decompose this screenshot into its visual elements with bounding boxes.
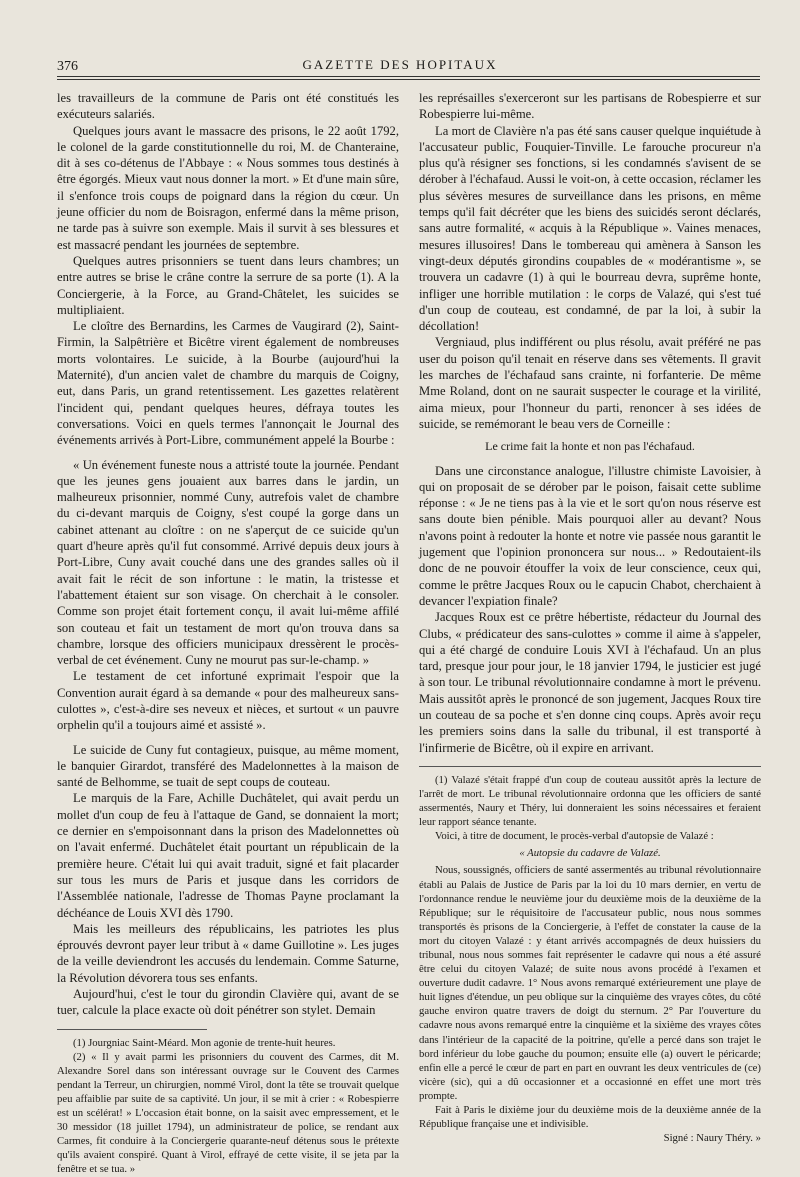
paragraph: Le testament de cet infortuné exprimait l'espoir que la Convention aurait égard à sa demande « pour des malheureux sans-culottes », c'est-à-dire ses neveux et nièces, et surtout « un pauvre orphelin qu'il a toujours aimé et assisté ». xyxy=(57,669,399,733)
footnote-rule xyxy=(419,766,761,767)
running-title: GAZETTE DES HOPITAUX xyxy=(302,57,498,72)
paragraph: Le suicide de Cuny fut contagieux, puisque, au même moment, le banquier Girardot, transféré des Madelonnettes à la maison de santé de Belhomme, se tuait de sept coups de couteau. xyxy=(57,742,399,790)
paragraph: Quelques autres prisonniers se tuent dans leurs chambres; un entre autres se brise le crâne contre la serrure de sa porte (1). A la Conciergerie, à la Force, au Grand-Châtelet, les suicides se multipliaient. xyxy=(57,253,399,317)
left-column xyxy=(57,90,399,1177)
paragraph: Aujourd'hui, c'est le tour du girondin Clavière qui, avant de se tuer, calcule la place exacte où doit pénétrer son stylet. Demain xyxy=(57,987,399,1018)
paragraph: Quelques jours avant le massacre des prisons, le 22 août 1792, le colonel de la garde constitutionnelle du roi, M. de Chanteraine, dit à ses co-détenus de l'Abbaye : « Nous sommes tous destinés à être égorgés. Mieux vaut nous donner la mort. » Et d'une main sûre, il s'enfonce trois coups de poignard dans la région du cœur. Un jeune officier du nom de Boisragon, enfermé dans la même prison, ne tarde pas à suivre son exemple. Mais il survit à ses blessures et est massacré pendant les journées de septembre. xyxy=(57,123,399,252)
autopsy-title: « Autopsie du cadavre de Valazé. xyxy=(519,847,661,860)
paragraph: Le marquis de la Fare, Achille Duchâtelet, qui avait perdu un mollet d'un coup de feu à l'attaque de Gand, se donnaient la mort; ce dernier en s'empoisonnant dans la prison des Madelonnettes où on l'avait enfermé. Duchâtelet était pourtant un républicain de la première heure. C'était lui qui avait traduit, signé et fait placarder sur tous les murs de Paris et jusque dans les corridors de l'Assemblée nationale, l'adresse de Thomas Payne proclamant la déchéance de Louis XVI dès 1790. xyxy=(57,791,399,920)
page-number: 376 xyxy=(57,59,78,74)
paragraph: Mais les meilleurs des républicains, les patriotes les plus éprouvés devront payer leur tribut à « dame Guillotine ». Les juges de la veille deviendront les accusés du lendemain. Comme Saturne, la Révolution dévorera tous ses enfants. xyxy=(57,921,399,985)
paragraph: Jacques Roux est ce prêtre hébertiste, rédacteur du Journal des Clubs, « prédicateur des sans-culottes » comme il aime à s'appeler, qui a été chargé de conduire Louis XVI à l'échafaud. Un an plus tard, presque jour pour jour, le 18 janvier 1794, le justicier est jugé à son tour. Le tribunal révolutionnaire condamne à mort le prévenu. Mais aussitôt après le prononcé de son jugement, Jacques Roux tire un couteau de sa poche et s'en donne cinq coups. Après avoir reçu les premiers soins dans la salle du tribunal, il est transporté à l'infirmerie de Bicêtre, où il expire en arrivant. xyxy=(419,610,761,755)
footnote: (2) « Il y avait parmi les prisonniers du couvent des Carmes, dit M. Alexandre Sorel dans son intéressant ouvrage sur le Couvent des Carmes pendant la Terreur, un chirurgien, nommé Virol, dont la tête se trouvait quelque peu affaiblie par suite de sa captivité. Un jour, il se mit à crier : « Robespierre est un scélérat! » L'occasion était bonne, on la saisit avec empressement, et le 30 messidor (18 juillet 1794), un administrateur de police, se rendant aux Carmes, fit conduire à la Conciergerie quarante-neuf détenus sous le prétexte qu'ils avaient conspiré. Quant à Virol, effrayé de cette visite, il se jeta par la fenêtre et se tua. » xyxy=(57,1050,399,1176)
paragraph: Vergniaud, plus indifférent ou plus résolu, avait préféré ne pas user du poison qu'il tenait en réserve dans ses vêtements. Il gravit les marches de l'échafaud sans crainte, ni forfanterie. De même Mme Roland, dont on ne saurait suspecter le courage et la virilité, aima mieux, pour l'honneur du parti, renoncer à ses idées de suicide, se remémorant le beau vers de Corneille : xyxy=(419,335,761,431)
paragraph: La mort de Clavière n'a pas été sans causer quelque inquiétude à l'accusateur public, Fouquier-Tinville. Le farouche procureur n'a plus qu'à résigner ses fonctions, si les condamnés s'avisent de se dérober à l'échafaud. Aussi le voit-on, à cette occasion, réclamer les plus sévères mesures de surveillance dans les prisons, en même temps qu'il fait décréter que les biens des suicidés seront déclarés, sans autre formalité, « acquis à la République ». Vaines menaces, mesures illusoires! Dans le tombereau qui amènera à Sanson les vingt-deux députés girondins coupables de « modérantisme », se trouvera un cadavre (1) à qui le bourreau devra, suprême honte, infliger une horrible mutilation : le corps de Valazé, qui s'est tué d'un coup de couteau, est condamné, de par la loi, à subir la décollation! xyxy=(419,123,761,334)
footnote: Fait à Paris le dixième jour du deuxième mois de la deuxième année de la République française une et indivisible. xyxy=(419,1104,761,1131)
paragraph: les représailles s'exerceront sur les partisans de Robespierre et sur Robespierre lui-même. xyxy=(419,91,761,122)
right-column xyxy=(419,90,761,1145)
footnote: Nous, soussignés, officiers de santé assermentés au tribunal révolutionnaire établi au Palais de Justice de Paris par la loi du 10 mars dernier, en vertu de l'ordonnance rendue le neuvième jour du deuxième mois de la deuxième de la République; sur le réquisitoire de l'accusateur public, nous nous sommes transportés ès prisons de la Conciergerie, à l'effet de constater la cause de la mort du citoyen Valazé : y étant arrivés accompagnés de deux huissiers du tribunal, nous nous sommes fait représenter le cadavre qui nous a été assuré être celui du citoyen Valazé; de suite nous avons procédé à l'examen et ouverture dudit cadavre. 1° Nous avons remarqué extérieurement une playe de huit lignes d'étendue, un peu oblique sur la cinquième des vrayes côtes, du côté gauche environ quatre travers de doigt du sternum. 2° Par l'ouverture du cadavre nous avons remarqué entre la cinquième et la sixième des vrayes côtes dans l'intérieur de la capacité de la poitrine, qu'elle a percé dans son trajet le bord inférieur du lobe gauche du poumon; ensuite elle (a) ouvert le péricarde; enfin elle a percé le cœur de part en part en ouvrant les deux ventricules de (ce) vicère (sic), qui a dû occasionner et a occasionné en effet une mort très prompte. xyxy=(419,864,761,1102)
footnote: (1) Valazé s'était frappé d'un coup de couteau aussitôt après la lecture de l'arrêt de mort. Le tribunal révolutionnaire ordonna que les officiers de santé assermentés, Naury et Théry, lui donneraient les soins nécessaires et feraient leur rapport séance tenante. xyxy=(419,773,761,829)
signature-line: Signé : Naury Théry. » xyxy=(663,1132,761,1145)
header-rule xyxy=(57,76,760,80)
paragraph: Dans une circonstance analogue, l'illustre chimiste Lavoisier, à qui on proposait de se dérober par le poison, faisait cette sublime réponse : « Je ne tiens pas à la vie et le sort qu'on nous réserve est sans doute bien pénible. Mais pourquoi aller au devant? Nous n'avons point à redouter la honte et notre vie passée nous garantit le jugement que l'opinion prononcera sur nous... » Redoutaient-ils donc de ne pouvoir étouffer la voix de leur conscience, ceux qui, comme le prêtre Jacques Roux ou le capucin Chabot, cherchaient à devancer l'expiation finale? xyxy=(419,463,761,608)
quoted-paragraph: « Un événement funeste nous a attristé toute la journée. Pendant que les jeunes gens jouaient aux barres dans le jardin, un malheureux prisonnier, nommé Cuny, autrefois valet de chambre du ci-devant marquis de Coigny, s'est coupé la gorge dans un cabinet attenant au cloître : on ne s'aperçut de ce suicide qu'un quart d'heure après qu'il fut consommé. Arrivé depuis deux jours à Port-Libre, Cuny avait couché dans une des grandes salles où il avait fait le récit de son infortune : le matin, la tristesse et l'abattement étaient sur son visage. On cherchait à le consoler. Comme son projet était fortement conçu, il avait lui-même affilé son couteau et fait un testament de mort qu'on trouva dans sa chambre, lorsque des officiers municipaux dressèrent le procès-verbal de cet événement. Cuny ne mourut pas sur-le-champ. » xyxy=(57,457,399,668)
footnote-rule xyxy=(57,1029,207,1030)
paragraph: les travailleurs de la commune de Paris ont été constitués les exécuteurs salariés. xyxy=(57,91,399,122)
footnote: (1) Jourgniac Saint-Méard. Mon agonie de trente-huit heures. xyxy=(73,1036,336,1049)
footnote: Voici, à titre de document, le procès-verbal d'autopsie de Valazé : xyxy=(435,830,714,843)
paragraph: Le cloître des Bernardins, les Carmes de Vaugirard (2), Saint-Firmin, la Salpêtrière et Bicêtre virent également de nombreuses morts volontaires. Le suicide, à la Bourbe (aujourd'hui la Maternité), d'un ancien valet de chambre du marquis de Coigny, eut, dans Paris, un grand retentissement. Les gazettes relatèrent l'incident qui, pendant quelques heures, défraya toutes les conversations. Voici en quels termes l'annonçait le Journal des événements arrivés à Port-Libre, communément appelé la Bourbe : xyxy=(57,319,399,448)
verse-quote: Le crime fait la honte et non pas l'échafaud. xyxy=(485,439,695,454)
